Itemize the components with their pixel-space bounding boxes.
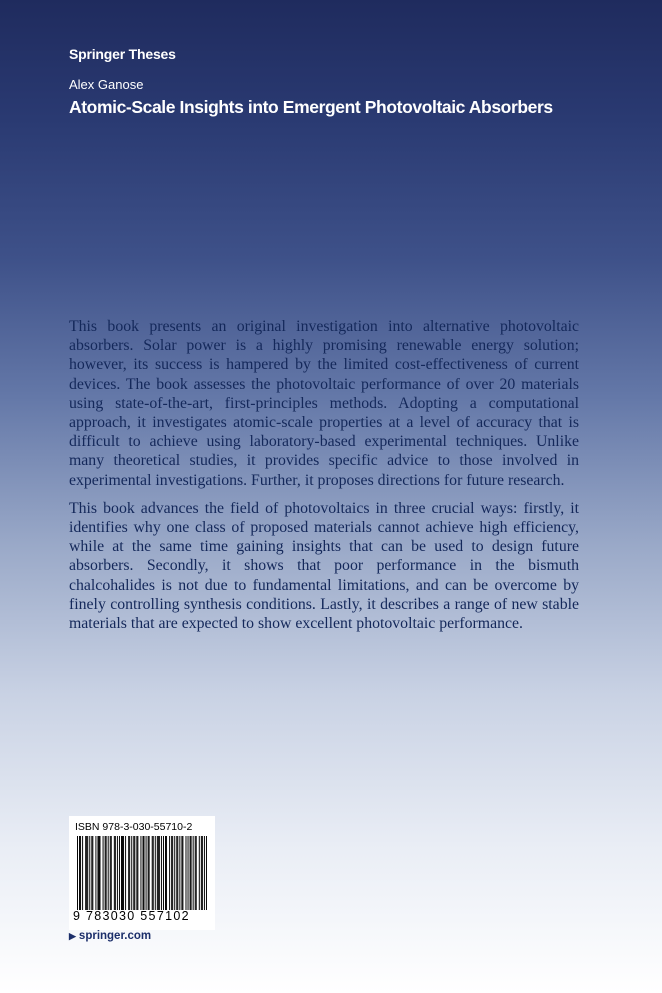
barcode-bar — [144, 836, 145, 910]
barcode-box — [69, 816, 215, 930]
barcode-bar — [110, 836, 111, 910]
barcode-bar — [186, 836, 187, 910]
series-name: Springer Theses — [69, 46, 176, 62]
barcode-bar — [202, 836, 203, 910]
author-name: Alex Ganose — [69, 77, 144, 92]
barcode-bar — [115, 836, 116, 910]
arrow-icon: ▶ — [69, 931, 76, 941]
barcode-bar — [105, 836, 106, 910]
barcode-bar — [143, 836, 144, 910]
barcode-bar — [165, 836, 166, 910]
barcode-bar — [159, 836, 160, 910]
barcode-bar — [195, 836, 196, 910]
publisher-website: springer.com — [78, 930, 152, 942]
barcode-bar — [92, 836, 93, 910]
barcode-bar — [179, 836, 180, 910]
barcode-bar — [82, 836, 83, 910]
barcode-bar — [85, 836, 86, 910]
barcode-bars — [77, 836, 207, 910]
barcode-bar — [125, 836, 126, 910]
barcode-bar — [80, 836, 81, 910]
barcode-bar — [148, 836, 149, 910]
barcode-bar — [89, 836, 90, 910]
book-title: Atomic-Scale Insights into Emergent Photovoltaic Absorbers — [69, 97, 553, 117]
barcode-bar — [177, 836, 178, 910]
barcode-bar — [188, 836, 189, 910]
barcode-bar — [169, 836, 170, 910]
blurb-paragraph-2: This book advances the field of photovoltaics in three crucial ways: firstly, it identifies why one class of proposed materials cannot achieve high efficiency, while at the same time gaining insights that can be used to design future absorbers. Secondly, it shows that poor performance in the bismuth chalcohalides is not due to fundamental limitations, and can be overcome by finely controlling synthesis conditions. Lastly, it describes a range of new stable materials that are expected to show excellent photovoltaic performance. — [69, 499, 579, 633]
barcode-bar — [123, 836, 124, 910]
barcode-bar — [181, 836, 182, 910]
barcode-bar — [161, 836, 162, 910]
publisher-link[interactable] — [69, 930, 151, 942]
barcode-bar — [131, 836, 132, 910]
barcode-bar — [133, 836, 134, 910]
barcode-bar — [122, 836, 123, 910]
barcode-bar — [128, 836, 129, 910]
barcode-bar — [111, 836, 112, 910]
barcode-bar — [79, 836, 80, 910]
barcode-bar — [206, 836, 207, 910]
barcode-bar — [163, 836, 164, 910]
barcode-bar — [106, 836, 107, 910]
barcode-bar — [87, 836, 88, 910]
barcode-bar — [119, 836, 120, 910]
barcode-bar — [134, 836, 135, 910]
barcode-digits: 9 783030 557102 — [73, 909, 190, 923]
barcode-bar — [199, 836, 200, 910]
barcode-bar — [121, 836, 122, 910]
barcode-bar — [196, 836, 197, 910]
barcode-bar — [97, 836, 98, 910]
barcode-bar — [171, 836, 172, 910]
barcode-bar — [114, 836, 115, 910]
barcode-bar — [77, 836, 78, 910]
barcode-bar — [157, 836, 158, 910]
barcode-bar — [99, 836, 100, 910]
barcode-bar — [193, 836, 194, 910]
barcode-bar — [100, 836, 101, 910]
barcode-bar — [191, 836, 192, 910]
barcode-bar — [204, 836, 205, 910]
barcode-bar — [137, 836, 138, 910]
barcode-bar — [190, 836, 191, 910]
barcode-bar — [149, 836, 150, 910]
barcode-bar — [158, 836, 159, 910]
barcode-bar — [153, 836, 154, 910]
barcode-bar — [146, 836, 147, 910]
blurb — [69, 317, 579, 642]
barcode-bar — [176, 836, 177, 910]
barcode-bar — [129, 836, 130, 910]
barcode-bar — [136, 836, 137, 910]
barcode-bar — [201, 836, 202, 910]
barcode-bar — [172, 836, 173, 910]
barcode-bar — [152, 836, 153, 910]
barcode-bar — [108, 836, 109, 910]
barcode-bar — [155, 836, 156, 910]
barcode-bar — [86, 836, 87, 910]
barcode-bar — [182, 836, 183, 910]
barcode-bar — [166, 836, 167, 910]
isbn-label: ISBN 978-3-030-55710-2 — [75, 821, 193, 833]
blurb-paragraph-1: This book presents an original investigation into alternative photovoltaic absorbers. Solar power is a highly promising renewable energy solution; however, its success is hampered by the limited cost-effectiveness of current devices. The book assesses the photovoltaic performance of over 20 materials using state-of-the-art, first-principles methods. Adopting a computational approach, it investigates atomic-scale properties at a level of accuracy that is difficult to achieve using laboratory-based experimental techniques. Unlike many theoretical studies, it provides specific advice to those involved in experimental investigations. Further, it proposes directions for future research. — [69, 318, 579, 489]
barcode-bar — [140, 836, 141, 910]
barcode-bar — [91, 836, 92, 910]
barcode-bar — [95, 836, 96, 910]
barcode-bar — [103, 836, 104, 910]
barcode-bar — [174, 836, 175, 910]
barcode-bar — [117, 836, 118, 910]
